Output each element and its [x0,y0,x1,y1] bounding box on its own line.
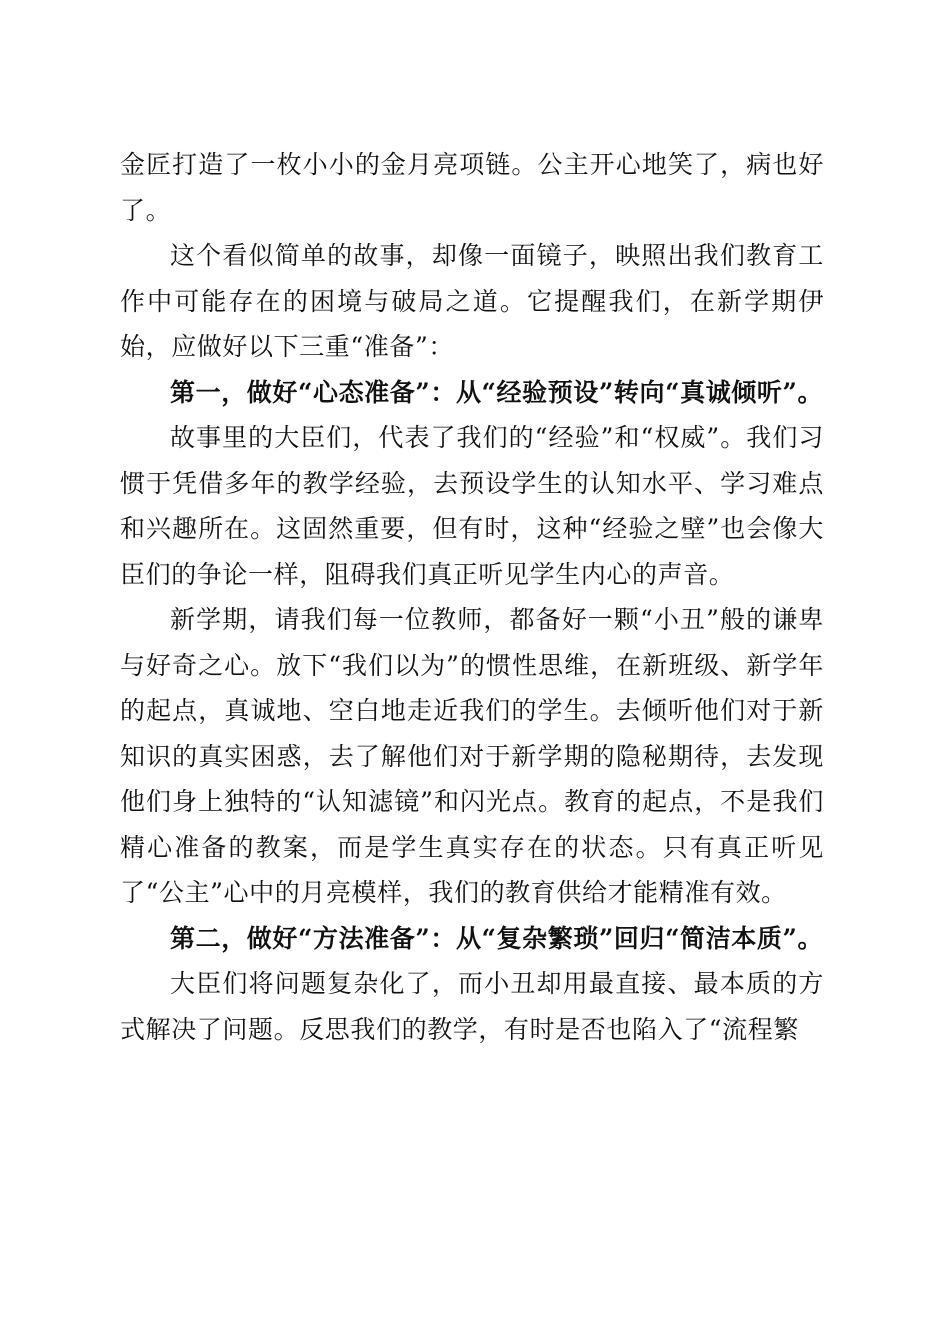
paragraph-story-ending: 金匠打造了一枚小小的金月亮项链。公主开心地笑了，病也好了。 [120,150,824,225]
section-heading-mindset: 第一，做好“心态准备”：从“经验预设”转向“真诚倾听”。 [170,377,824,407]
section-heading-method: 第二，做好“方法准备”：从“复杂繁琐”回归“简洁本质”。 [170,923,824,953]
paragraph-new-semester-listening: 新学期，请我们每一位教师，都备好一颗“小丑”般的谦卑与好奇之心。放下“我们以为”的惯性思维，在新班级、新学年的起点，真诚地、空白地走近我们的学生。去倾听他们对于新知识的真实困惑，去了解他们对于新学期的隐秘期待，去发现他们身上独特的“认知滤镜”和闪光点。教育的起点，不是我们精心准备的教案，而是学生真实存在的状态。只有真正听见了“公主”心中的月亮模样，我们的教育供给才能精准有效。 [120,605,824,907]
paragraph-simplicity: 大臣们将问题复杂化了，而小丑却用最直接、最本质的方式解决了问题。反思我们的教学，有时是否也陷入了“流程繁 [120,969,824,1044]
paragraph-ministers-experience: 故事里的大臣们，代表了我们的“经验”和“权威”。我们习惯于凭借多年的教学经验，去预设学生的认知水平、学习难点和兴趣所在。这固然重要，但有时，这种“经验之壁”也会像大臣们的争论一样，阻碍我们真正听见学生内心的声音。 [120,423,824,589]
paragraph-story-reflection: 这个看似简单的故事，却像一面镜子，映照出我们教育工作中可能存在的困境与破局之道。它提醒我们，在新学期伊始，应做好以下三重“准备”： [120,241,824,361]
document-page [120,142,824,1052]
